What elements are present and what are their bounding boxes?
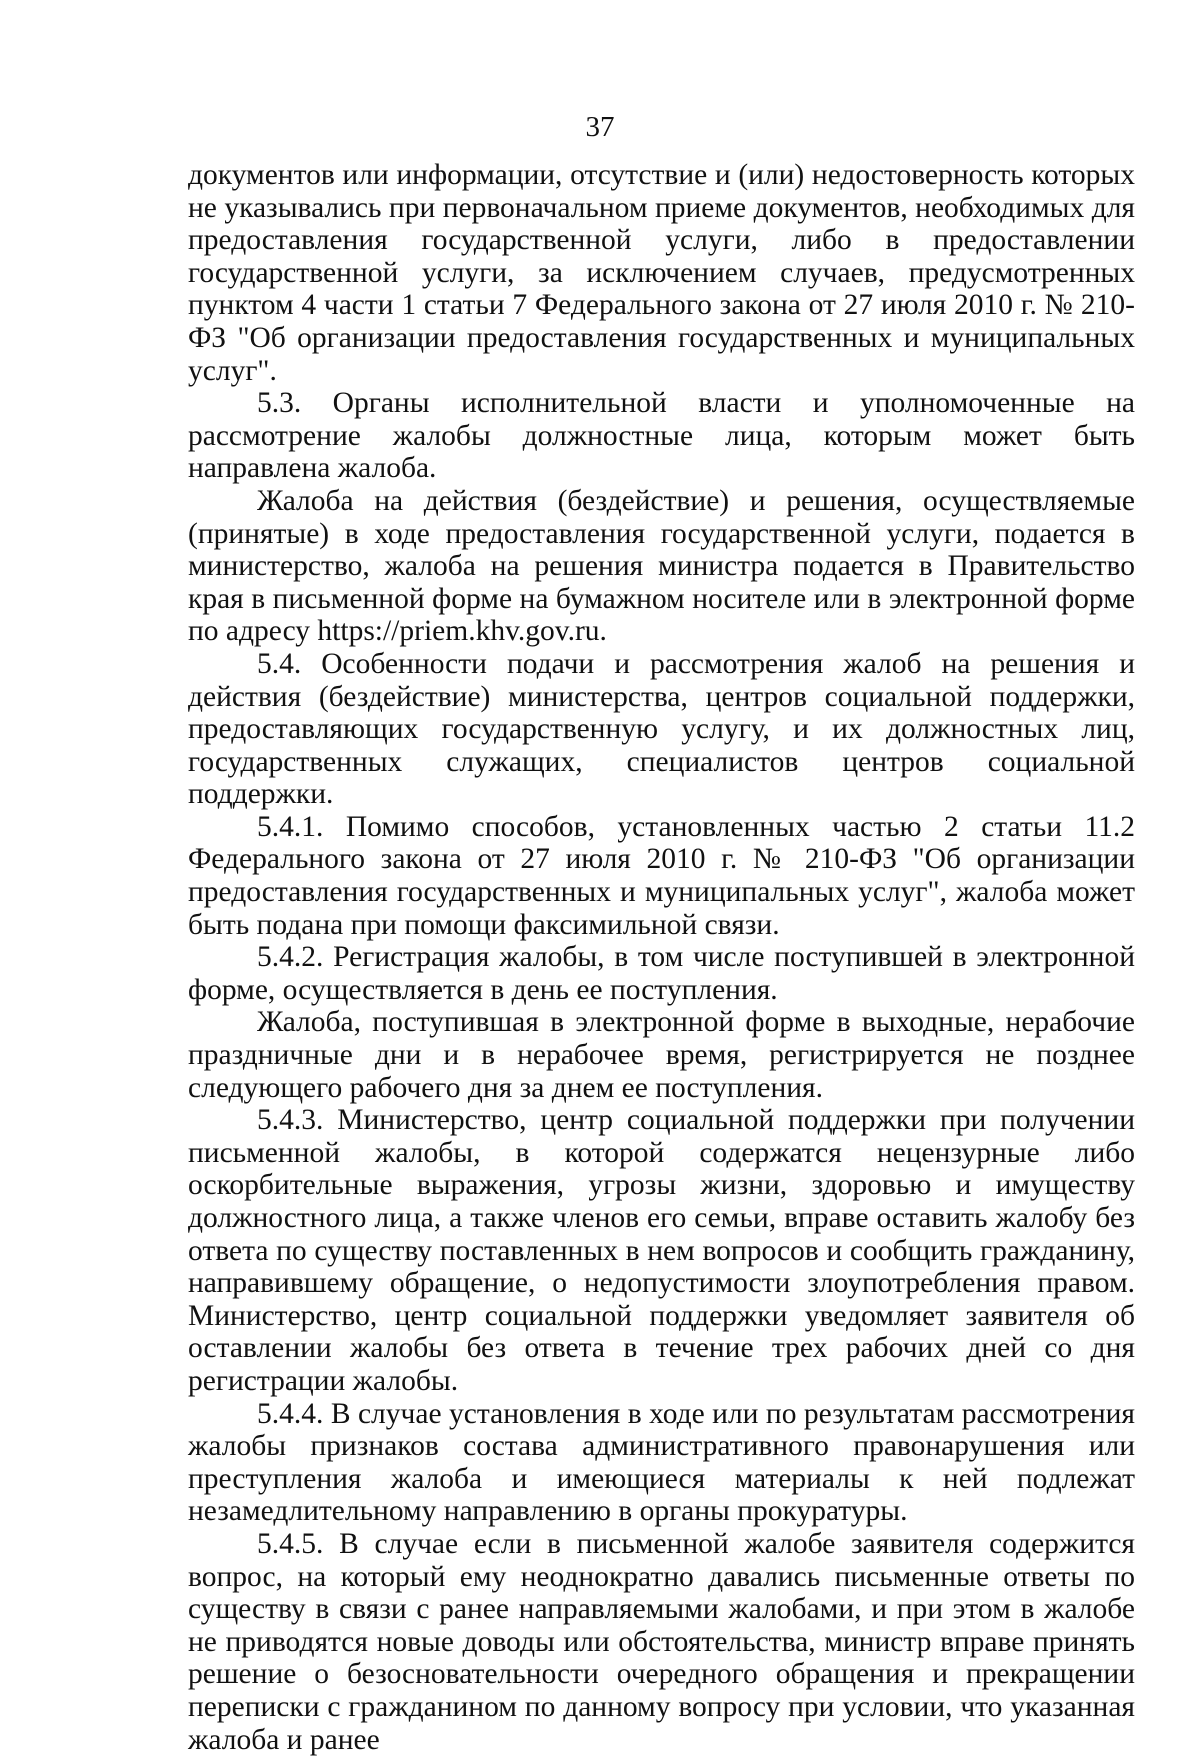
paragraph-5-4-4: 5.4.4. В случае установления в ходе или по результатам рассмотрения жалобы признаков состава административного правонарушения или преступления жалоба и имеющиеся материалы к ней подлежат незамедлительному направлению в органы прокуратуры.	[188, 1397, 1135, 1528]
document-body	[188, 159, 1135, 1756]
paragraph-electronic-registration: Жалоба, поступившая в электронной форме в выходные, нерабочие праздничные дни и в нерабочее время, регистрируется не позднее следующего рабочего дня за днем ее поступления.	[188, 1006, 1135, 1104]
paragraph-5-4-5: 5.4.5. В случае если в письменной жалобе заявителя содержится вопрос, на который ему неоднократно давались письменные ответы по существу в связи с ранее направляемыми жалобами, и при этом в жалобе не приводятся новые доводы или обстоятельства, министр вправе принять решение о безосновательности очередного обращения и прекращении переписки с гражданином по данному вопросу при условии, что указанная жалоба и ранее	[188, 1527, 1135, 1756]
paragraph-complaint-submission: Жалоба на действия (бездействие) и решения, осуществляемые (принятые) в ходе предоставления государственной услуги, подается в министерство, жалоба на решения министра подается в Правительство края в письменной форме на бумажном носителе или в электронной форме по адресу https://priem.khv.gov.ru.	[188, 484, 1135, 648]
page-number: 37	[585, 111, 615, 143]
paragraph-5-4-3: 5.4.3. Министерство, центр социальной поддержки при получении письменной жалобы, в которой содержатся нецензурные либо оскорбительные выражения, угрозы жизни, здоровью и имуществу должностного лица, а также членов его семьи, вправе оставить жалобу без ответа по существу поставленных в нем вопросов и сообщить гражданину, направившему обращение, о недопустимости злоупотребления правом. Министерство, центр социальной поддержки уведомляет заявителя об оставлении жалобы без ответа в течение трех рабочих дней со дня регистрации жалобы.	[188, 1104, 1135, 1397]
paragraph-continuation: документов или информации, отсутствие и (или) недостоверность которых не указывались при первоначальном приеме документов, необходимых для предоставления государственной услуги, либо в предоставлении государственной услуги, за исключением случаев, предусмотренных пунктом 4 части 1 статьи 7 Федерального закона от 27 июля 2010 г. № 210-ФЗ "Об организации предоставления государственных и муниципальных услуг".	[188, 159, 1135, 387]
paragraph-5-4: 5.4. Особенности подачи и рассмотрения жалоб на решения и действия (бездействие) министерства, центров социальной поддержки, предоставляющих государственную услугу, и их должностных лиц, государственных служащих, специалистов центров социальной поддержки.	[188, 647, 1135, 811]
paragraph-5-4-2: 5.4.2. Регистрация жалобы, в том числе поступившей в электронной форме, осуществляется в день ее поступления.	[188, 941, 1135, 1006]
paragraph-5-3: 5.3. Органы исполнительной власти и уполномоченные на рассмотрение жалобы должностные лица, которым может быть направлена жалоба.	[188, 387, 1135, 485]
paragraph-5-4-1: 5.4.1. Помимо способов, установленных частью 2 статьи 11.2 Федерального закона от 27 июля 2010 г. № 210-ФЗ "Об организации предоставления государственных и муниципальных услуг", жалоба может быть подана при помощи факсимильной связи.	[188, 810, 1135, 941]
